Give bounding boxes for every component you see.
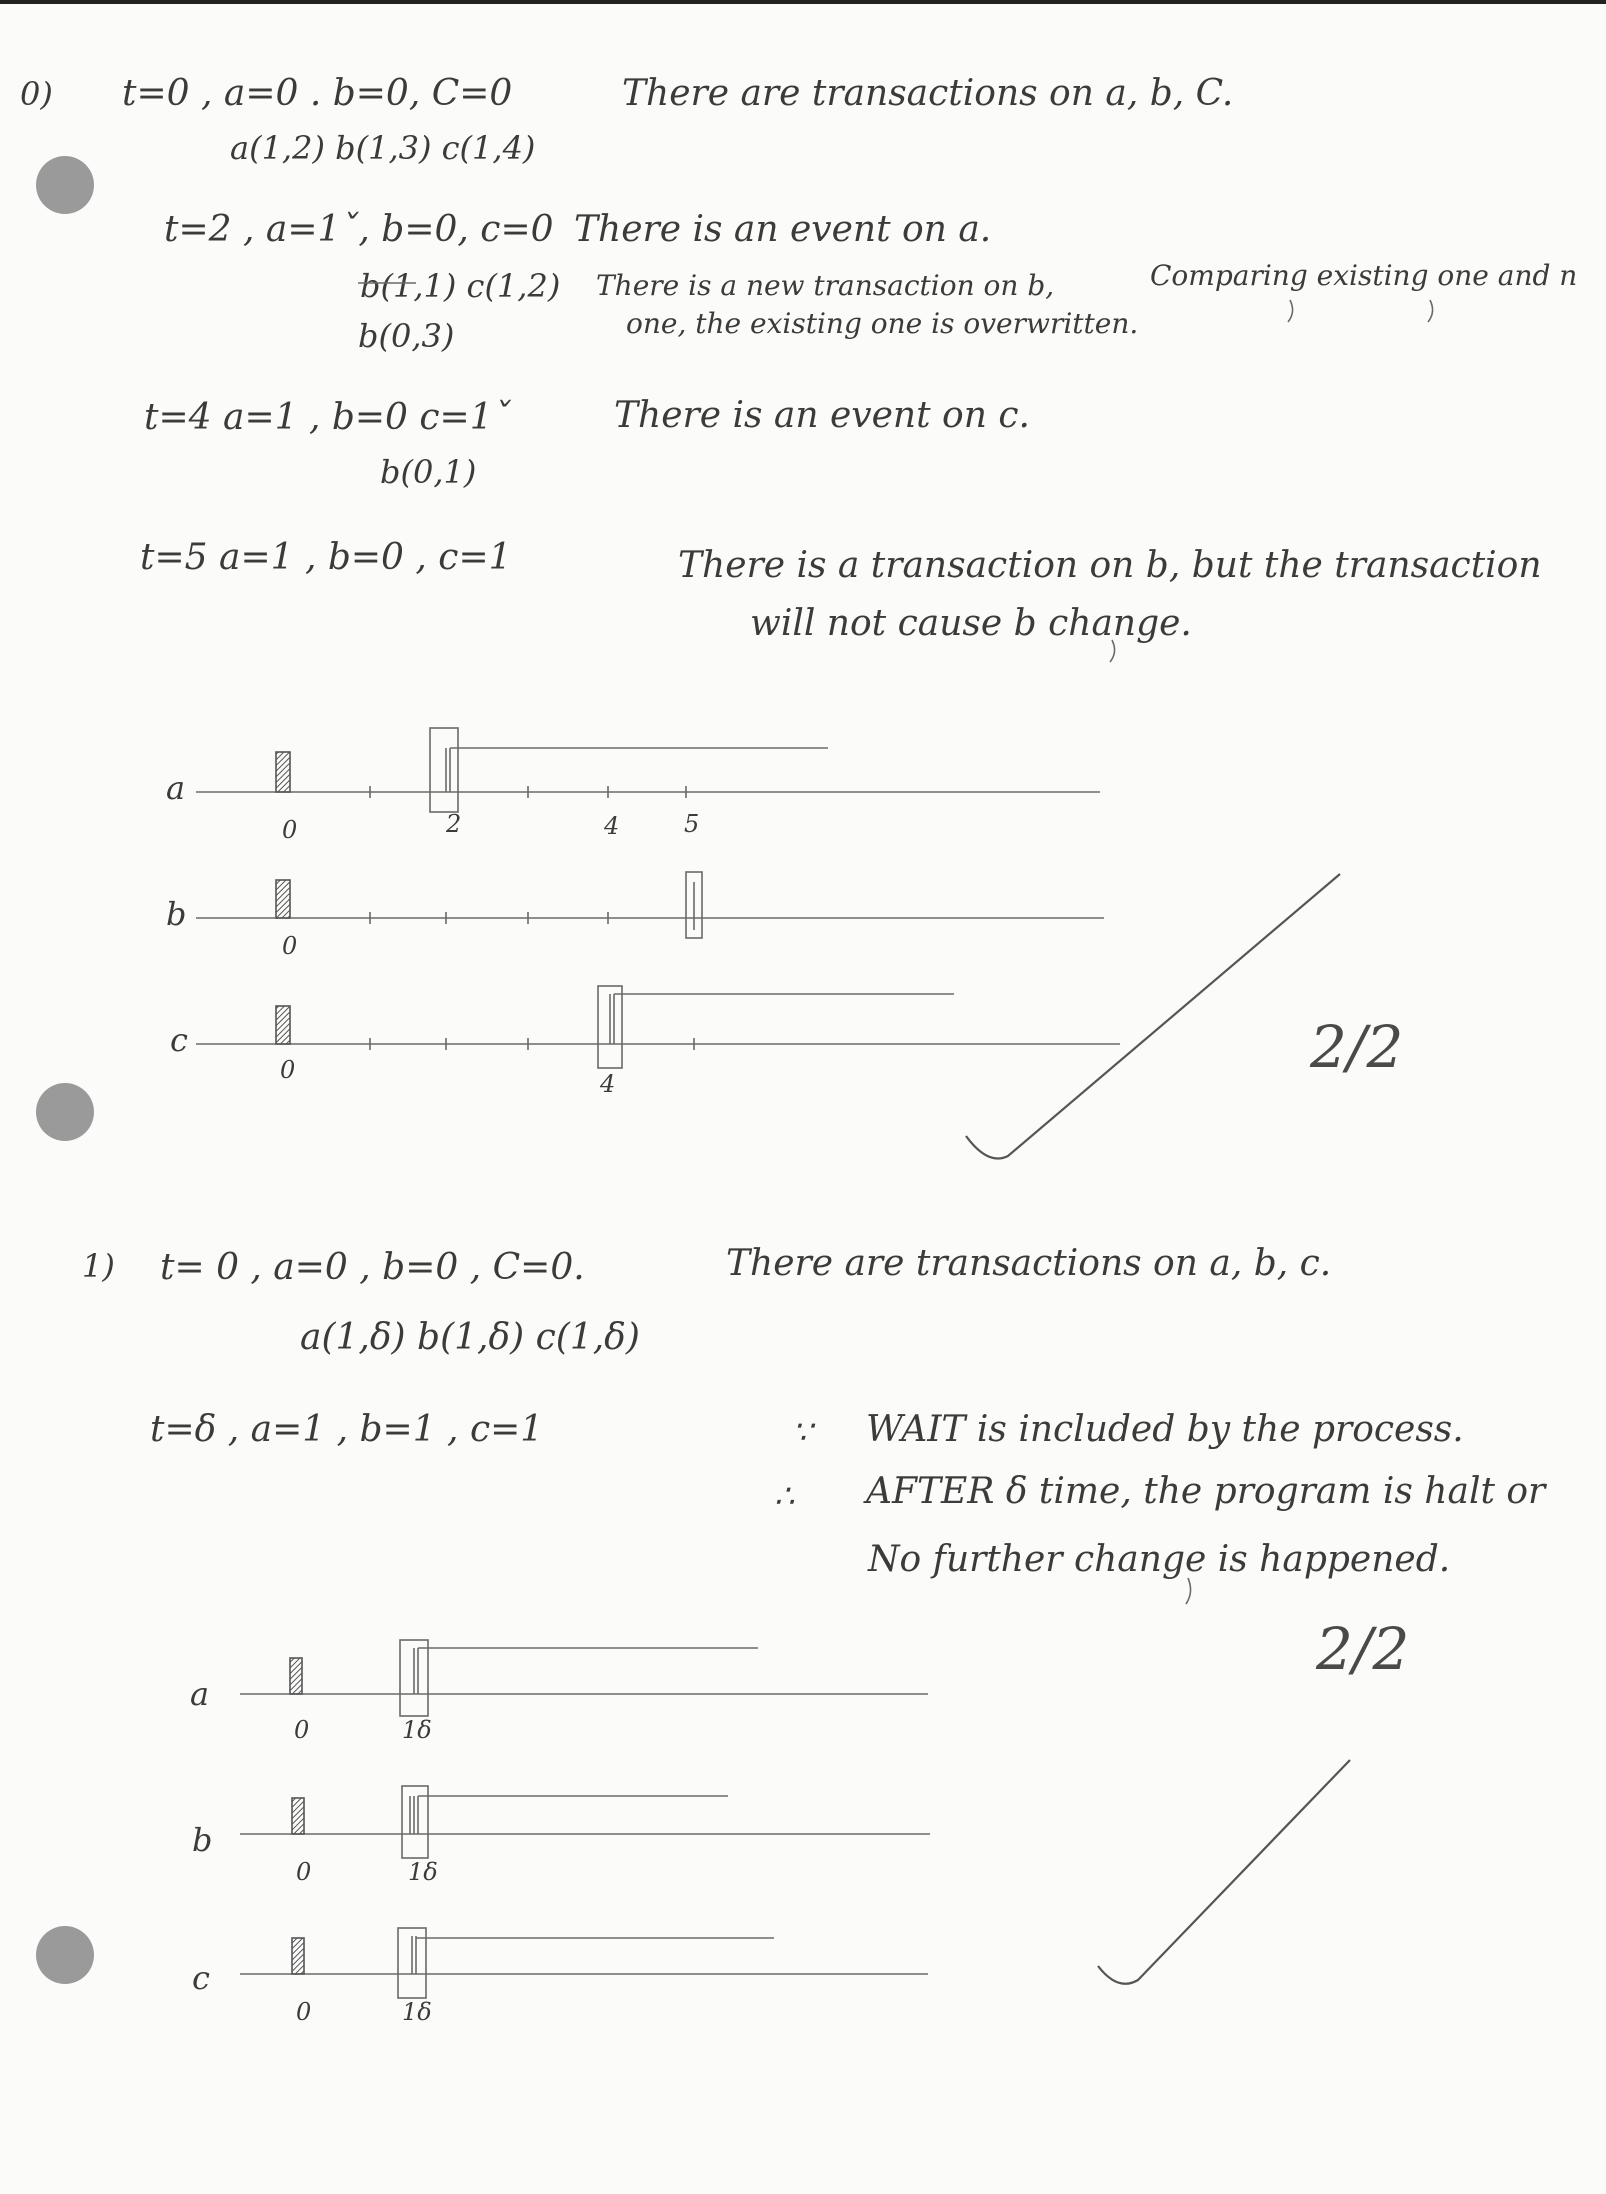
- wave-b-label: b: [192, 1821, 213, 1859]
- t2-state: t=2 , a=1ˇ, b=0, c=0: [164, 209, 554, 250]
- squiggle-mark: [1186, 1578, 1191, 1604]
- t2-compare-note: Comparing existing one and n: [1150, 259, 1578, 292]
- t4-note: There is an event on c.: [614, 395, 1030, 436]
- squiggle-mark: [1288, 300, 1293, 322]
- q0-wave-c: [196, 986, 1120, 1068]
- wave-a-tick-2: 2: [446, 810, 462, 838]
- reason-line3: No further change is happened.: [868, 1539, 1451, 1580]
- q1-wave-a: [240, 1640, 928, 1716]
- wave-a-label: a: [190, 1675, 210, 1713]
- question-number: 1): [82, 1247, 115, 1285]
- t2-transaction-note: There is a new transaction on b,: [596, 269, 1055, 302]
- question-number: 0): [20, 75, 53, 113]
- wave-b-tick-delta: 1δ: [408, 1858, 438, 1886]
- t2-overwrite-note: one, the existing one is overwritten.: [626, 307, 1139, 340]
- because-symbol: ∵: [792, 1413, 813, 1451]
- t0-transactions: a(1,2) b(1,3) c(1,4): [230, 129, 536, 167]
- wave-c-label: c: [170, 1021, 188, 1059]
- t0-note: There are transactions on a, b, c.: [726, 1243, 1332, 1284]
- wave-a-tick-delta: 1δ: [402, 1716, 432, 1744]
- td-state: t=δ , a=1 , b=1 , c=1: [150, 1409, 544, 1450]
- t0-transactions: a(1,δ) b(1,δ) c(1,δ): [300, 1317, 640, 1358]
- t5-state: t=5 a=1 , b=0 , c=1: [140, 537, 512, 578]
- grade-q0: 2/2: [1310, 1013, 1404, 1081]
- wave-b-tick-0: 0: [282, 932, 298, 960]
- check-mark-q0: [966, 874, 1340, 1159]
- t5-note-cont: will not cause b change.: [750, 603, 1192, 644]
- therefore-symbol: ∴: [774, 1477, 795, 1515]
- t4-state: t=4 a=1 , b=0 c=1ˇ: [144, 397, 511, 438]
- t2-note: There is an event on a.: [574, 209, 992, 250]
- squiggle-mark: [1428, 300, 1433, 322]
- wave-a-label: a: [166, 769, 186, 807]
- wave-b-label: b: [166, 895, 187, 933]
- t2-b-new: b(0,3): [358, 317, 455, 355]
- check-mark-q1: [1098, 1760, 1350, 1984]
- wave-a-tick-0: 0: [282, 816, 298, 844]
- wave-b-tick-0: 0: [296, 1858, 312, 1886]
- reason-line2: AFTER δ time, the program is halt or: [866, 1471, 1546, 1512]
- q0-wave-a: [196, 728, 1100, 812]
- wave-c-tick-0: 0: [296, 1998, 312, 2026]
- t4-b: b(0,1): [380, 453, 477, 491]
- wave-c-label: c: [192, 1959, 210, 1997]
- t0-state: t= 0 , a=0 , b=0 , C=0.: [160, 1247, 585, 1288]
- wave-c-tick-4: 4: [600, 1070, 616, 1098]
- t2-transactions: b(1,1) c(1,2): [360, 267, 561, 305]
- wave-a-tick-0: 0: [294, 1716, 310, 1744]
- wave-c-tick-delta: 1δ: [402, 1998, 432, 2026]
- reason-line1: WAIT is included by the process.: [866, 1409, 1464, 1450]
- wave-c-tick-0: 0: [280, 1056, 296, 1084]
- t5-note: There is a transaction on b, but the transaction: [678, 545, 1542, 586]
- q0-wave-b: [196, 872, 1104, 938]
- grade-q1: 2/2: [1316, 1615, 1410, 1683]
- wave-a-tick-4: 4: [604, 812, 620, 840]
- wave-a-tick-5: 5: [684, 810, 700, 838]
- q1-wave-b: [240, 1786, 930, 1858]
- t0-note: There are transactions on a, b, C.: [622, 73, 1234, 114]
- q1-wave-c: [240, 1928, 928, 1998]
- squiggle-mark: [1110, 640, 1115, 662]
- t0-state: t=0 , a=0 . b=0, C=0: [122, 73, 513, 114]
